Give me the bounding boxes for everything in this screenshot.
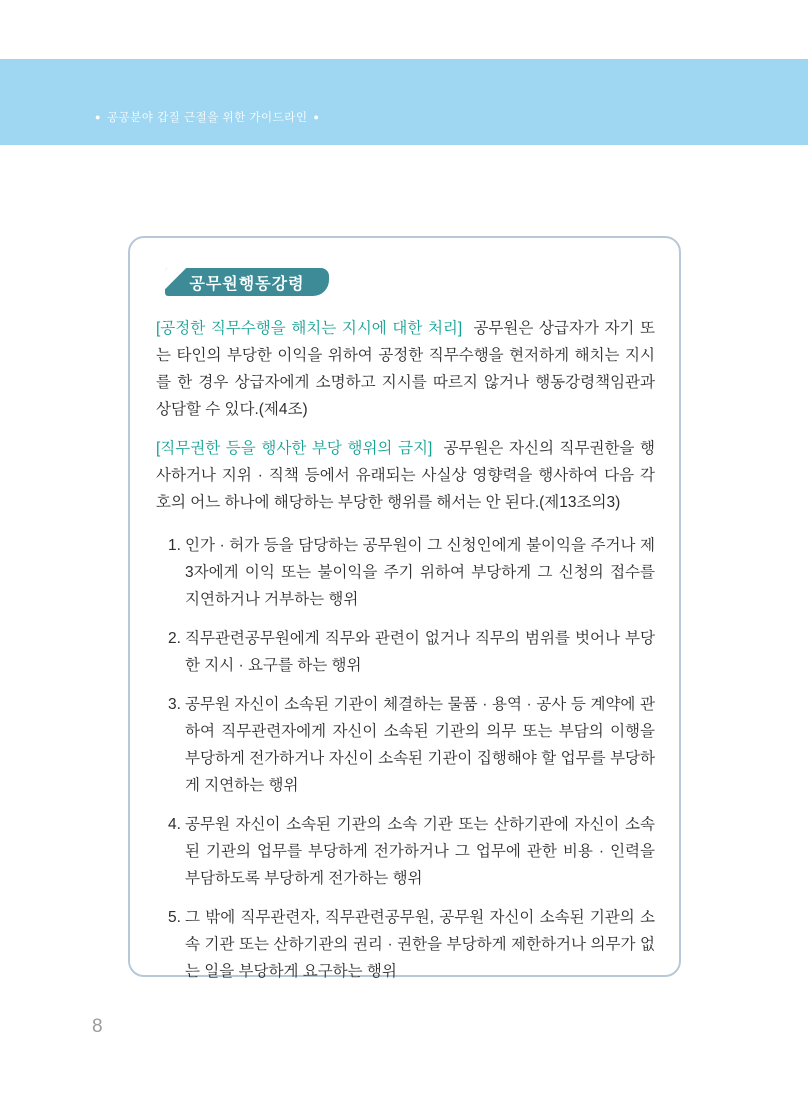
list-item-text: 직무관련공무원에게 직무와 관련이 없거나 직무의 범위를 벗어나 부당한 지시 · 요구를 하는 행위 xyxy=(185,630,655,674)
paragraph-body: 공무원은 자신의 직무권한을 행사하거나 지위 · 직책 등에서 유래되는 사실상 영향력을 행사하여 다음 각 호의 어느 하나에 해당하는 부당한 행위를 해서는 안 된다.(제13조의3) xyxy=(156,440,655,511)
rule-list xyxy=(168,532,655,985)
header-title-text: 공공분야 갑질 근절을 위한 가이드라인 xyxy=(106,112,308,124)
paragraph-body: 공무원은 상급자가 자기 또는 타인의 부당한 이익을 위하여 공정한 직무수행을 현저하게 해치는 지시를 한 경우 상급자에게 소명하고 지시를 따르지 않거나 행동강령책임관과 상담할 수 있다.(제4조) xyxy=(156,320,655,418)
paragraph-abuse-prohibition xyxy=(156,435,655,516)
list-item xyxy=(168,904,655,985)
list-item-text: 공무원 자신이 소속된 기관의 소속 기관 또는 산하기관에 자신이 소속된 기관의 업무를 부당하게 전가하거나 그 업무에 관한 비용 · 인력을 부담하도록 부당하게 전가하는 행위 xyxy=(185,816,655,887)
list-item-number: 5. xyxy=(168,909,181,926)
list-item-text: 그 밖에 직무관련자, 직무관련공무원, 공무원 자신이 소속된 기관의 소속 기관 또는 산하기관의 권리 · 권한을 부당하게 제한하거나 의무가 없는 일을 부당하게 요구하는 행위 xyxy=(185,909,655,980)
header-band xyxy=(0,59,808,145)
paragraph-heading: [직무권한 등을 행사한 부당 행위의 금지] xyxy=(156,440,433,457)
list-item-text: 인가 · 허가 등을 담당하는 공무원이 그 신청인에게 불이익을 주거나 제3자에게 이익 또는 불이익을 주기 위하여 부당하게 그 신청의 접수를 지연하거나 거부하는 행위 xyxy=(185,537,655,608)
list-item-text: 공무원 자신이 소속된 기관이 체결하는 물품 · 용역 · 공사 등 계약에 관하여 직무관련자에게 자신이 소속된 기관의 의무 또는 부담의 이행을 부당하게 전가하거나 자신이 소속된 기관이 집행해야 할 업무를 부당하게 지연하는 행위 xyxy=(185,696,655,794)
list-item xyxy=(168,625,655,679)
page-number: 8 xyxy=(92,1016,103,1037)
header-title xyxy=(95,109,319,125)
bullet-icon: ● xyxy=(95,111,101,122)
list-item xyxy=(168,532,655,613)
section-badge xyxy=(165,268,329,296)
paragraph-heading: [공정한 직무수행을 해치는 지시에 대한 처리] xyxy=(156,320,463,337)
paragraph-fair-duty xyxy=(156,315,655,423)
section-badge-label: 공무원행동강령 xyxy=(189,275,305,293)
list-item-number: 2. xyxy=(168,630,181,647)
list-item-number: 3. xyxy=(168,696,181,713)
bullet-icon: ● xyxy=(313,111,320,122)
list-item xyxy=(168,691,655,799)
list-item-number: 4. xyxy=(168,816,181,833)
list-item-number: 1. xyxy=(168,537,181,554)
list-item xyxy=(168,811,655,892)
content-card xyxy=(128,236,681,980)
